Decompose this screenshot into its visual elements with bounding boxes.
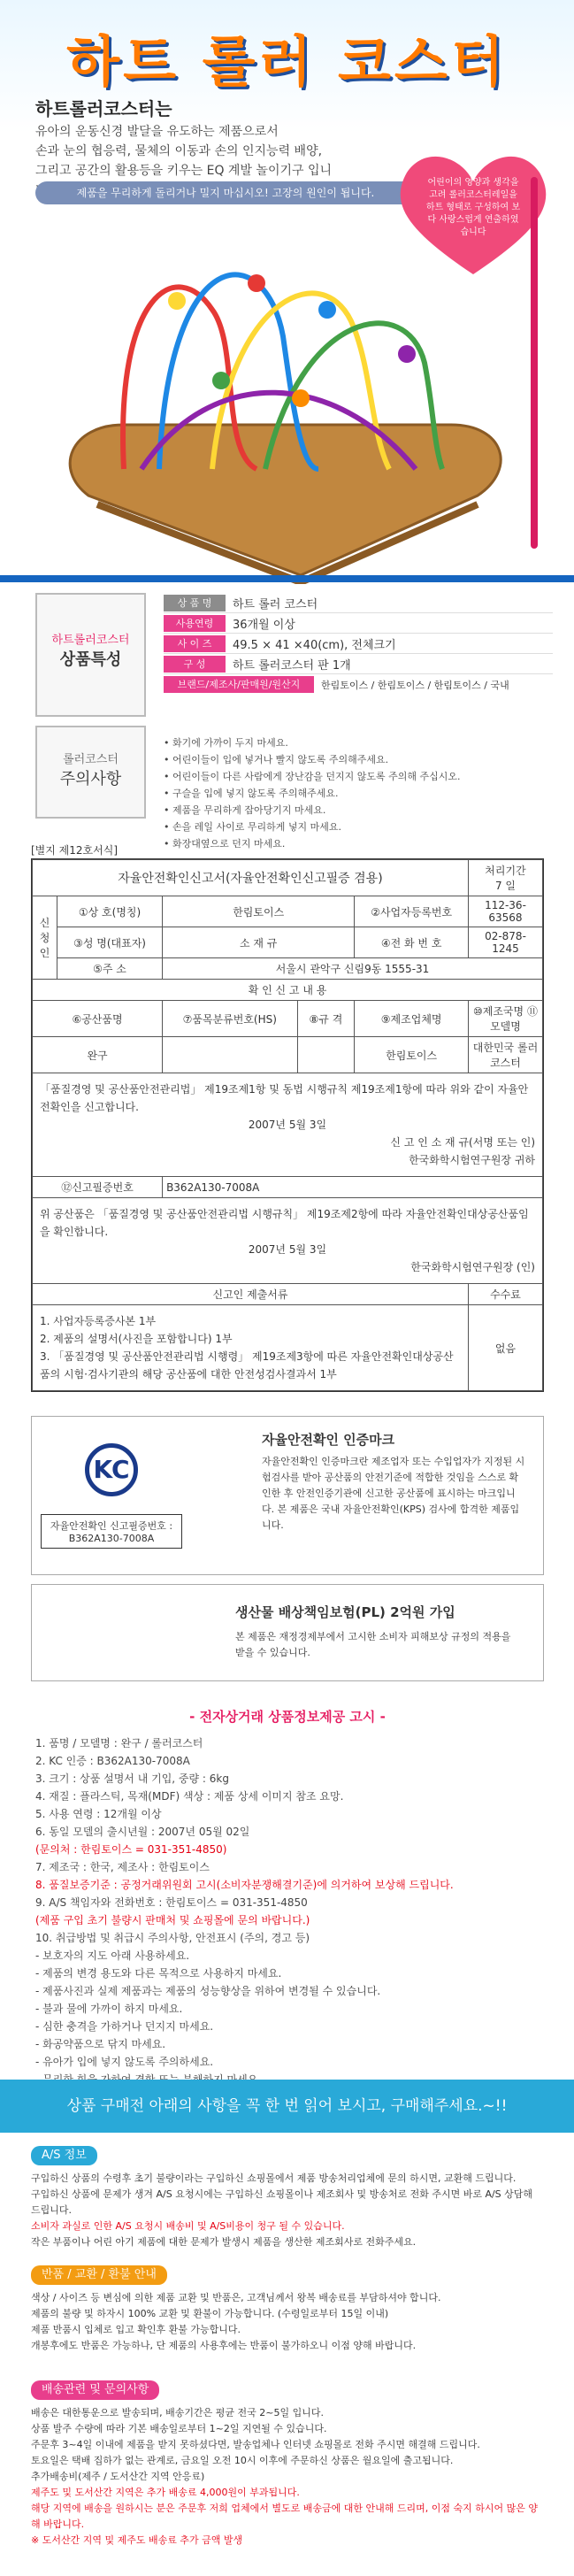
list-item: 주문후 3~4일 이내에 제품을 받지 못하셨다면, 발송업체나 인터넷 쇼핑몰로 전화 주시면 해결해 드립니다. <box>31 2439 480 2450</box>
list-item: 제품 반품시 입체로 입고 확인후 환불 가능합니다. <box>31 2324 241 2335</box>
list-item: 소비자 과실로 인한 A/S 요청시 배송비 및 A/S비용이 청구 될 수 있습니다. <box>31 2220 345 2232</box>
list-item: 6. 동일 모델의 출시년월 : 2007년 05월 02일 <box>35 1826 250 1838</box>
cell: ⑩제조국명 ⑪모델명 <box>468 1001 542 1037</box>
cell: ②사업자등록번호 <box>355 896 469 927</box>
cell: 한림토이스 <box>355 1037 469 1073</box>
spec-table <box>164 593 553 695</box>
cell: 대한민국 롤러코스터 <box>468 1037 542 1073</box>
maker-row <box>164 674 553 695</box>
spec-row <box>164 634 553 654</box>
cell: ⑥공산품명 <box>33 1001 163 1037</box>
list-item: • 화기에 가까이 두지 마세요. <box>164 737 288 749</box>
spec-row <box>164 613 553 634</box>
cell: ④전 화 번 호 <box>355 927 469 958</box>
list-item: 작은 부품이나 어린 아기 제품에 대한 문제가 발생시 제품을 생산한 제조회사로 전화주세요. <box>31 2236 417 2248</box>
cell: 서울시 관악구 신림9동 1555-31 <box>163 958 543 980</box>
as-heading: A/S 정보 <box>31 2146 97 2165</box>
applicant-label: 신청인 <box>33 896 57 980</box>
caution-list <box>164 734 553 852</box>
maker-key: 브랜드/제조사/판매원/원산지 <box>164 676 314 693</box>
list-item: (제품 구입 초기 불량시 판매처 및 쇼핑몰에 문의 바랍니다.) <box>35 1914 310 1926</box>
list-item: 3. 크기 : 상품 설명서 내 기입, 중량 : 6kg <box>35 1772 229 1785</box>
return-heading: 반품 / 교환 / 환불 안내 <box>31 2265 167 2285</box>
list-item: 9. A/S 책임자와 전화번호 : 한림토이스 = 031-351-4850 <box>35 1896 308 1909</box>
spec-value: 49.5 × 41 ×40(cm), 전체크기 <box>233 638 396 652</box>
declaration: 「품질경영 및 공산품안전관리법」 제19조제1항 및 동법 시행규칙 제19조제1항에 따라 위와 같이 자율안전확인을 신고합니다. 2007년 5월 3일 신 고 인 소 재 규(서명 또는 인) 한국화학시험연구원장 귀하 <box>33 1073 543 1177</box>
spec-value: 36개월 이상 <box>233 618 295 632</box>
heart-text: 어린이의 영양과 생각을 고려 롤러코스터레일을 하트 형태로 구성하여 보다 사랑스럽게 연출하였습니다 <box>425 178 521 237</box>
kc-icon: KC <box>85 1443 138 1496</box>
list-item: ※ 도서산간 지역 및 제주도 배송료 추가 금액 발생 <box>31 2534 243 2546</box>
spec-key: 사용연령 <box>164 615 226 632</box>
cell: ①상 호(명칭) <box>57 896 163 927</box>
list-item: - 유아가 입에 넣지 않도록 주의하세요. <box>35 2056 214 2068</box>
period: 처리기간 7 일 <box>468 860 542 896</box>
cell: ⑨제조업체명 <box>355 1001 469 1037</box>
form-number: [별지 제12호서식] <box>31 844 118 857</box>
spec-row <box>164 654 553 674</box>
list-item: 토요일은 택배 집하가 없는 관계로, 금요일 오전 10시 이후에 주문하신 상품은 월요일에 출고됩니다. <box>31 2455 454 2466</box>
cell: 신고인 제출서류 <box>33 1284 469 1305</box>
kc-box <box>31 1416 544 1575</box>
features-tag-title: 상품특성 <box>59 650 122 669</box>
pl-text: 본 제품은 재정경제부에서 고시한 소비자 피해보상 규정의 적용을 받을 수 있습니다. <box>235 1631 511 1658</box>
intro-line: 그리고 공간의 활용등을 키우는 EQ 계발 놀이기구 입니 <box>35 164 333 178</box>
shipping-section <box>31 2380 544 2549</box>
list-item: • 손을 레일 사이로 무리하게 넣지 마세요. <box>164 821 341 833</box>
cell: ③성 명(대표자) <box>57 927 163 958</box>
cell: ⑫신고필증번호 <box>33 1177 163 1198</box>
as-section <box>31 2146 544 2250</box>
pl-box <box>31 1584 544 1681</box>
list-item: 해당 지역에 배송을 원하시는 분은 주문후 저희 업체에서 별도로 배송금에 대한 안내해 드리며, 이점 숙지 하시어 많은 양해 바랍니다. <box>31 2503 538 2530</box>
intro-line: 손과 눈의 협응력, 물체의 이동과 손의 인지능력 배양, <box>35 144 323 158</box>
list-item: 배송은 대한통운으로 발송되며, 배송기간은 평균 전국 2~5일 입니다. <box>31 2407 324 2418</box>
spec-value: 하트 롤러 코스터 <box>233 597 318 611</box>
list-item: • 어린이들이 입에 넣거나 빨지 않도록 주의해주세요. <box>164 754 389 765</box>
list-item: 7. 제조국 : 한국, 제조사 : 한림토이스 <box>35 1861 210 1873</box>
list-item: - 제품사진과 실제 제품과는 제품의 성능향상을 위하여 변경될 수 있습니다. <box>35 1985 381 1997</box>
caution-tag-sub: 롤러코스터 <box>63 753 119 766</box>
form-title: 자율안전확인신고서(자율안전확인신고필증 겸용) <box>33 860 469 896</box>
features-tag-sub: 하트롤러코스터 <box>51 634 130 647</box>
list-item: 10. 취급방법 및 취급시 주의사항, 안전표시 (주의, 경고 등) <box>35 1932 310 1944</box>
spec-value: 하트 롤러코스터 판 1개 <box>233 658 351 673</box>
cell: 없음 <box>468 1305 542 1391</box>
list-item: (문의처 : 한림토이스 = 031-351-4850) <box>35 1843 227 1856</box>
kc-cert: 자율안전확인 신고필증번호 : B362A130-7008A <box>41 1514 182 1549</box>
docs: 1. 사업자등록증사본 1부 2. 제품의 설명서(사진을 포함합니다) 1부 3. 「품질경영 및 공산품안전관리법 시행령」 제19조제3항에 따른 자율안전확인대상공산품의 시험·검사기관의 해당 공산품에 대한 안전성검사결과서 1부 <box>33 1305 469 1391</box>
intro-heading: 하트롤러코스터는 <box>35 98 172 119</box>
warning-pill: 제품을 무리하게 돌리거나 밀지 마십시오! 고장의 원인이 됩니다. <box>35 181 416 204</box>
list-item: - 불과 물에 가까이 하지 마세요. <box>35 2003 183 2015</box>
page-title: 하트 롤러 코스터 <box>66 29 508 94</box>
cell: 02-878-1245 <box>468 927 542 958</box>
return-section <box>31 2265 544 2354</box>
list-item: 구입하신 상품에 문제가 생겨 A/S 요청시에는 구입하신 쇼핑몰이나 제조회사 및 방송처로 전화 주시면 바로 A/S 상담해 드립니다. <box>31 2188 533 2216</box>
pl-title: 생산물 배상책임보험(PL) 2억원 가입 <box>235 1604 455 1620</box>
list-item: - 제품의 변경 용도와 다른 목적으로 사용하지 마세요. <box>35 1967 282 1980</box>
list-item: 개봉후에도 반품은 가능하나, 단 제품의 사용후에는 반품이 불가하오니 이점 양해 바랍니다. <box>31 2340 417 2351</box>
list-item: • 구슬을 입에 넣지 않도록 주의해주세요. <box>164 788 339 799</box>
list-item: • 화장대옆으로 던지 마세요. <box>164 838 286 850</box>
features-tag <box>35 593 146 717</box>
list-item: 제주도 및 도서산간 지역은 추가 배송료 4,000원이 부과됩니다. <box>31 2487 300 2498</box>
cell: ⑦품목분류번호(HS) <box>163 1001 297 1037</box>
cell: 소 재 규 <box>163 927 355 958</box>
list-item: • 어린이들이 다른 사람에게 장난감을 던지지 않도록 주의해 주십시오. <box>164 771 461 782</box>
cell: ⑧규 격 <box>297 1001 355 1037</box>
cell: ⑤주 소 <box>57 958 163 980</box>
cell: 112-36-63568 <box>468 896 542 927</box>
caution-tag <box>35 726 146 819</box>
product-photo <box>35 204 531 584</box>
maker-value: 한림토이스 / 한림토이스 / 한림토이스 / 국내 <box>321 679 509 691</box>
cell: 확 인 신 고 내 용 <box>33 980 543 1001</box>
spec-key: 구 성 <box>164 656 226 673</box>
confirmation: 위 공산품은 「품질경영 및 공산품안전관리법 시행규칙」 제19조제2항에 따라 자율안전확인대상공산품임을 확인합니다. 2007년 5월 3일 한국화학시험연구원장 (인) <box>33 1198 543 1284</box>
list-item: 8. 품질보증기준 : 공정거래위원회 고시(소비자분쟁해결기준)에 의거하여 보상해 드립니다. <box>35 1879 454 1891</box>
list-item: - 화공약품으로 닦지 마세요. <box>35 2038 166 2050</box>
spec-key: 사 이 즈 <box>164 635 226 652</box>
cell: 한림토이스 <box>163 896 355 927</box>
shipping-heading: 배송관련 및 문의사항 <box>31 2380 159 2400</box>
list-item: 구입하신 상품의 수령후 초기 불량이라는 구입하신 쇼핑몰에서 제품 방송처리업체에 문의 하시면, 교환해 드립니다. <box>31 2172 517 2184</box>
kc-title: 자율안전확인 인증마크 <box>262 1432 395 1448</box>
cell: B362A130-7008A <box>163 1177 543 1198</box>
safety-form <box>31 858 544 1392</box>
list-item: 5. 사용 연령 : 12개월 이상 <box>35 1808 162 1820</box>
intro-line: 유아의 운동신경 발달을 유도하는 제품으로서 <box>35 125 279 139</box>
list-item: - 심한 충격을 가하거나 던지지 마세요. <box>35 2020 214 2033</box>
law-heading: - 전자상거래 상품정보제공 고시 - <box>189 1709 386 1725</box>
list-item: 추가배송비(제주 / 도서산간 지역 안응료) <box>31 2471 205 2482</box>
notice-banner: 상품 구매전 아래의 사항을 꼭 한 번 읽어 보시고, 구매해주세요.~!! <box>0 2080 574 2133</box>
list-item: 상품 발주 수량에 따라 기본 배송일로부터 1~2일 지연될 수 있습니다. <box>31 2423 327 2434</box>
list-item: 2. KC 인증 : B362A130-7008A <box>35 1755 190 1767</box>
kc-text: 자율안전확인 인증마크란 제조업자 또는 수입업자가 지정된 시험검사를 받아 공산품의 안전기준에 적합한 것임을 스스로 확인한 후 안전인증기관에 신고한 공산품에 표시하는 마크입니다. 본 제품은 국내 자율안전확인(KPS) 검사에 합격한 제품입니다. <box>262 1456 525 1531</box>
cell: 완구 <box>33 1037 163 1073</box>
spec-key: 상 품 명 <box>164 595 226 611</box>
decor-pole <box>531 177 538 549</box>
list-item: 색상 / 사이즈 등 변심에 의한 제품 교환 및 반품은, 고객님께서 왕복 배송료를 부담하셔야 합니다. <box>31 2292 441 2303</box>
list-item: 4. 재질 : 플라스틱, 목재(MDF) 색상 : 제품 상세 이미지 참조 요망. <box>35 1790 344 1803</box>
cell: 수수료 <box>468 1284 542 1305</box>
list-item: 1. 품명 / 모델명 : 완구 / 롤러코스터 <box>35 1737 203 1749</box>
caution-tag-title: 주의사항 <box>59 770 122 788</box>
list-item: 제품의 불량 및 하자시 100% 교환 및 환불이 가능합니다. (수령일로부터 15일 이내) <box>31 2308 389 2319</box>
section-divider <box>0 575 574 582</box>
list-item: • 제품을 무리하게 잡아당기지 마세요. <box>164 804 326 816</box>
spec-row <box>164 593 553 613</box>
law-notice <box>35 1708 540 2088</box>
list-item: - 보호자의 지도 아래 사용하세요. <box>35 1949 190 1962</box>
